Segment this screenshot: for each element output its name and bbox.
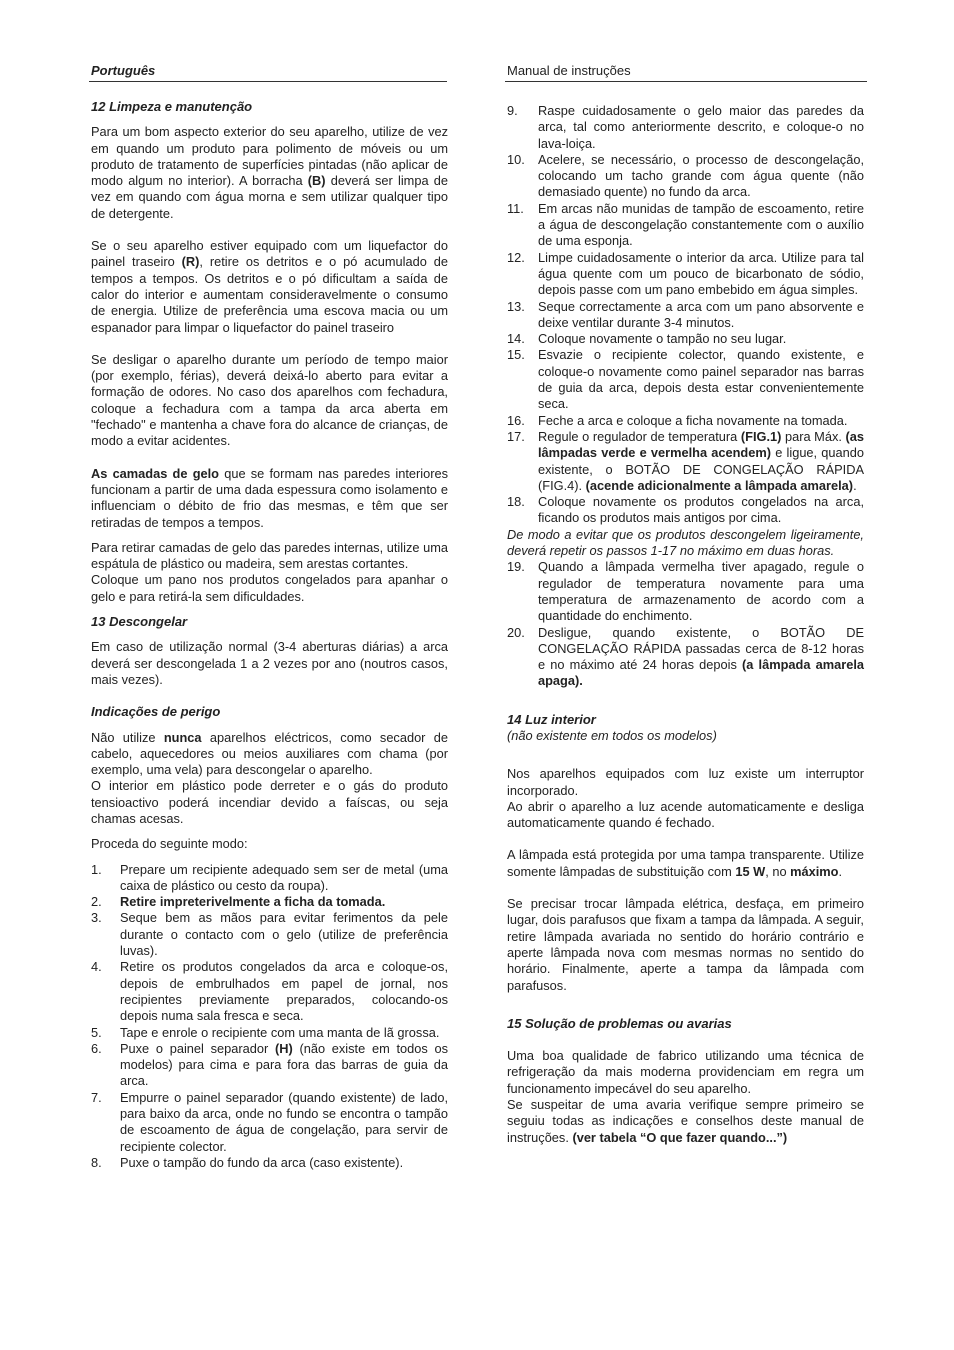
list-item: 1. Prepare um recipiente adequado sem ser de metal (uma caixa de plástico ou cesto da roupa). bbox=[91, 861, 448, 893]
list-item: 20. Desligue, quando existente, o BOTÃO DE CONGELAÇÃO RÁPIDA passadas cerca de 8-12 horas e no máximo até 24 horas depois (a lâmpada amarela apaga). bbox=[507, 624, 864, 689]
header-manual-title: Manual de instruções bbox=[507, 63, 631, 78]
list-item: 2. Retire impreterivelmente a ficha da tomada. bbox=[91, 894, 386, 910]
paragraph-liquefactor: Se o seu aparelho estiver equipado com um liquefactor do painel traseiro (R), retire os detritos e o pó acumulado de tempos a tempos. Os detritos e o pó dificultam a saída de calor do interior e aumentam consideravelmente o consumo de energia. Utilize de preferência uma escova macia ou um espanador para limpar o liquefactor do painel traseiro bbox=[91, 238, 448, 335]
paragraph-remove-ice: Para retirar camadas de gelo das paredes internas, utilize uma espátula de plástico ou madeira, sem arestas cortantes. Coloque um pano nos produtos congelados para apanhar o gelo e para retirá-la sem dificuldades. bbox=[91, 539, 448, 604]
section-13-title: 13 Descongelar bbox=[91, 614, 188, 630]
danger-title: Indicações de perigo bbox=[91, 704, 221, 720]
list-item: 6. Puxe o painel separador (H) (não existe em todos os modelos) para cima e para fora das barras de guia da arca. bbox=[91, 1040, 448, 1089]
paragraph-ice-layers: As camadas de gelo que se formam nas paredes interiores funcionam a partir de uma dada espessura como isolamento e influenciam o débito de frio das mesmas, e têm que ser retiradas de tempos a tempos. bbox=[91, 465, 449, 530]
list-item: 13. Seque correctamente a arca com um pano absorvente e deixe ventilar durante 3-4 minutos. bbox=[507, 298, 864, 330]
paragraph-exterior-care: Para um bom aspecto exterior do seu aparelho, utilize de vez em quando um produto para polimento de móveis ou um produto de tratamento de superfícies pintadas (não aplicar de modo algum no interior). A borracha (B) deverá ser limpa de vez em quando com água morna e sem utilizar qualquer tipo de detergente. bbox=[91, 124, 448, 221]
list-item: 10. Acelere, se necessário, o processo de descongelação, colocando um tacho grande com água quente (não demasiado quente) no fundo da arca. bbox=[507, 151, 864, 200]
right-column bbox=[507, 103, 864, 1146]
header-language: Português bbox=[91, 63, 156, 78]
list-item: 19. Quando a lâmpada vermelha tiver apagado, regule o regulador de temperatura novamente para uma temperatura de armazenamento de acordo com a quantidade do enchimento. bbox=[507, 559, 864, 624]
section-14-title: 14 Luz interior bbox=[507, 711, 596, 727]
header-rule-right bbox=[505, 81, 867, 82]
list-item: 18. Coloque novamente os produtos congelados na arca, ficando os produtos mais antigos por cima. bbox=[507, 494, 864, 526]
paragraph-switch-off: Se desligar o aparelho durante um período de tempo maior (por exemplo, férias), deverá deixá-lo aberto para evitar a formação de odores. No caso dos aparelhos com fechadura, coloque a fechadura com a tampa da arca aberta em "fechado" e mantenha a chave fora do alcance de crianças, de modo a evitar acidentes. bbox=[91, 351, 448, 449]
paragraph-procedure-intro: Proceda do seguinte modo: bbox=[91, 836, 248, 852]
paragraph-light-switch: Nos aparelhos equipados com luz existe um interruptor incorporado. Ao abrir o aparelho a luz acende automaticamente e desliga automaticamente quando é fechado. bbox=[507, 766, 864, 831]
list-item: 3. Seque bem as mãos para evitar ferimentos da pele durante o contacto com o gelo (utilize de preferência luvas). bbox=[91, 910, 448, 959]
header-rule-left bbox=[89, 81, 447, 82]
list-item: 7. Empurre o painel separador (quando existente) de lado, para baixo da arca, onde no fundo se encontra o tampão de escoamento de água de congelação, para servir de recipiente colector. bbox=[91, 1089, 448, 1154]
list-item: 14. Coloque novamente o tampão no seu lugar. bbox=[507, 331, 787, 347]
paragraph-repeat-note: De modo a evitar que os produtos descongelem ligeiramente, deverá repetir os passos 1-17 no máximo em duas horas. bbox=[507, 526, 864, 559]
paragraph-defrost-frequency: Em caso de utilização normal (3-4 aberturas diárias) a arca deverá ser descongelada 1 a 2 vezes por ano (noutros casos, mais vezes). bbox=[91, 639, 448, 687]
paragraph-bulb-rating: A lâmpada está protegida por uma tampa transparente. Utilize somente lâmpadas de substituição com 15 W, no máximo. bbox=[507, 847, 864, 879]
paragraph-bulb-replace: Se precisar trocar lâmpada elétrica, desfaça, em primeiro lugar, dois parafusos que fixam a tampa da lâmpada. A seguir, retire lâmpada avariada no sentido do horário contrário e aperte lâmpada nova com mesmas normas no sentido do horário. Finalmente, aperte a tampa da lâmpada com parafusos. bbox=[507, 896, 864, 993]
list-item: 15. Esvazie o recipiente colector, quando existente, e coloque-o novamente como painel separador nas barras de guia da arca, depois desta estar convenientemente seca. bbox=[507, 347, 864, 412]
list-item: 11. Em arcas não munidas de tampão de escoamento, retire a água de descongelação constantemente com o auxílio de uma esponja. bbox=[507, 200, 864, 249]
list-item: 8. Puxe o tampão do fundo da arca (caso existente). bbox=[91, 1154, 404, 1170]
section-14-subtitle: (não existente em todos os modelos) bbox=[507, 727, 717, 743]
defrost-steps-list-2 bbox=[507, 103, 864, 527]
defrost-steps-list-3 bbox=[507, 559, 864, 689]
list-item: 5. Tape e enrole o recipiente com uma manta de lã grossa. bbox=[91, 1024, 440, 1040]
section-12-title: 12 Limpeza e manutenção bbox=[91, 99, 253, 114]
left-column bbox=[91, 99, 448, 1171]
list-item: 17. Regule o regulador de temperatura (FIG.1) para Máx. (as lâmpadas verde e vermelha acendem) e ligue, quando existente, o BOTÃO DE CONGELAÇÃO RÁPIDA (FIG.4). (acende adicionalmente a lâmpada amarela). bbox=[507, 428, 865, 493]
paragraph-danger: Não utilize nunca aparelhos eléctricos, como secador de cabelo, aquecedores ou meios auxiliares com chama (por exemplo, uma vela) para descongelar o aparelho. O interior em plástico pode derreter e o gás do produto tensioactivo poderá incendiar devido a faíscas, ou seja chamas acesas. bbox=[91, 729, 448, 826]
list-item: 12. Limpe cuidadosamente o interior da arca. Utilize para tal água quente com um pouco de bicarbonato de sódio, depois passe com um pano embebido em água simples. bbox=[507, 249, 864, 298]
list-item: 9. Raspe cuidadosamente o gelo maior das paredes da arca, tal como anteriormente descrito, e coloque-o no lava-loiça. bbox=[507, 103, 864, 151]
paragraph-quality: Uma boa qualidade de fabrico utilizando uma técnica de refrigeração da mais moderna providenciam em regra um funcionamento impecável do seu aparelho. Se suspeitar de uma avaria verifique sempre primeiro se seguiu todas as indicações e conselhos deste manual de instruções. (ver tabela “O que fazer quando...”) bbox=[507, 1048, 864, 1145]
section-15-title: 15 Solução de problemas ou avarias bbox=[507, 1015, 732, 1031]
list-item: 16. Feche a arca e coloque a ficha novamente na tomada. bbox=[507, 412, 848, 428]
list-item: 4. Retire os produtos congelados da arca e coloque-os, depois de embrulhados em papel de jornal, nos recipientes previamente preparados, colocando-os depois numa sala fresca e seca. bbox=[91, 959, 448, 1024]
defrost-steps-list-1 bbox=[91, 862, 448, 1172]
